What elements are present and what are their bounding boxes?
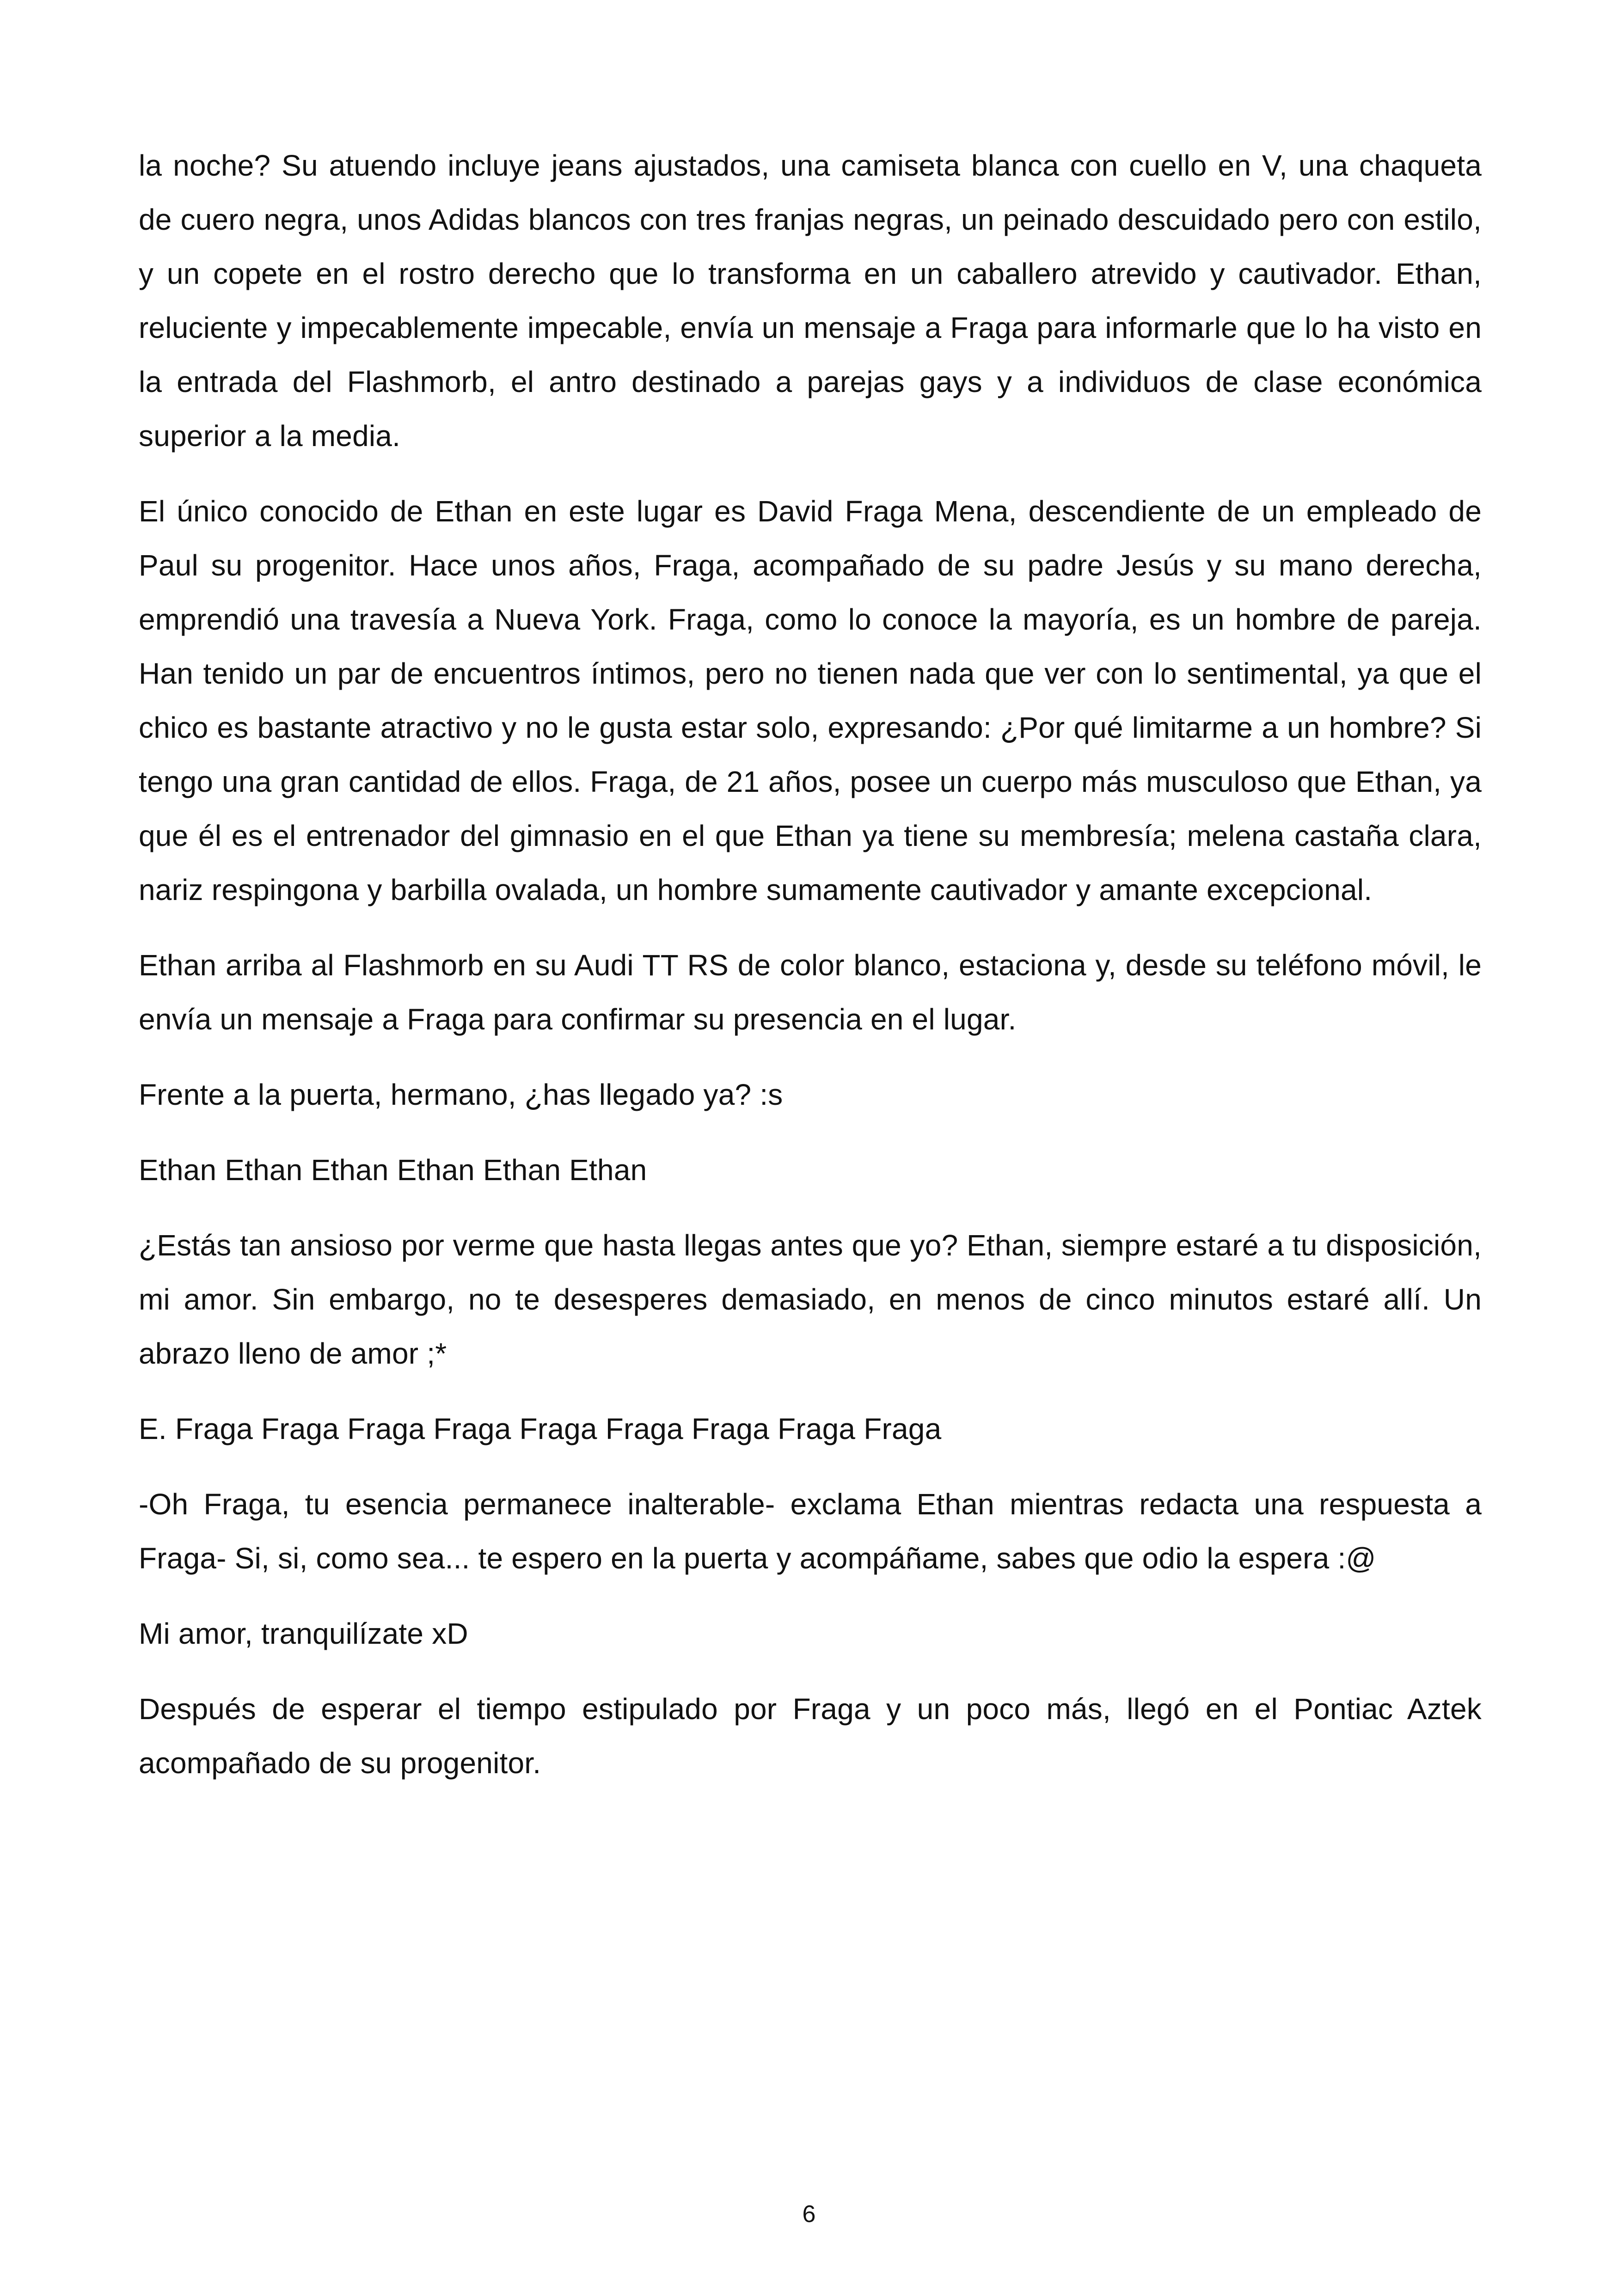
paragraph-6: ¿Estás tan ansioso por verme que hasta llegas antes que yo? Ethan, siempre estaré a tu disposición, mi amor. Sin embargo, no te desesperes demasiado, en menos de cinco minutos estaré allí. Un abrazo lleno de amor ;* <box>139 1229 1482 1370</box>
page-number: 6 <box>802 2201 816 2228</box>
paragraph-10: Después de esperar el tiempo estipulado por Fraga y un poco más, llegó en el Pontiac Aztek acompañado de su progenitor. <box>139 1692 1482 1780</box>
paragraph-3: Ethan arriba al Flashmorb en su Audi TT RS de color blanco, estaciona y, desde su teléfono móvil, le envía un mensaje a Fraga para confirmar su presencia en el lugar. <box>139 949 1482 1036</box>
paragraph-9: Mi amor, tranquilízate xD <box>139 1617 468 1650</box>
paragraph-2: El único conocido de Ethan en este lugar es David Fraga Mena, descendiente de un empleado de Paul su progenitor. Hace unos años, Fraga, acompañado de su padre Jesús y su mano derecha, emprendió una travesía a Nueva York. Fraga, como lo conoce la mayoría, es un hombre de pareja. Han tenido un par de encuentros íntimos, pero no tienen nada que ver con lo sentimental, ya que el chico es bastante atractivo y no le gusta estar solo, expresando: ¿Por qué limitarme a un hombre? Si tengo una gran cantidad de ellos. Fraga, de 21 años, posee un cuerpo más musculoso que Ethan, ya que él es el entrenador del gimnasio en el que Ethan ya tiene su membresía; melena castaña clara, nariz respingona y barbilla ovalada, un hombre sumamente cautivador y amante excepcional. <box>139 495 1482 906</box>
paragraph-5: Ethan Ethan Ethan Ethan Ethan Ethan <box>139 1153 647 1187</box>
page-body <box>139 139 1482 1812</box>
paragraph-4: Frente a la puerta, hermano, ¿has llegado ya? :s <box>139 1078 783 1111</box>
paragraph-1: la noche? Su atuendo incluye jeans ajustados, una camiseta blanca con cuello en V, una chaqueta de cuero negra, unos Adidas blancos con tres franjas negras, un peinado descuidado pero con estilo, y un copete en el rostro derecho que lo transforma en un caballero atrevido y cautivador. Ethan, reluciente y impecablemente impecable, envía un mensaje a Fraga para informarle que lo ha visto en la entrada del Flashmorb, el antro destinado a parejas gays y a individuos de clase económica superior a la media. <box>139 149 1482 453</box>
paragraph-7: E. Fraga Fraga Fraga Fraga Fraga Fraga Fraga Fraga Fraga <box>139 1412 942 1445</box>
paragraph-8: -Oh Fraga, tu esencia permanece inalterable- exclama Ethan mientras redacta una respuesta a Fraga- Si, si, como sea... te espero en la puerta y acompáñame, sabes que odio la espera :@ <box>139 1488 1482 1575</box>
